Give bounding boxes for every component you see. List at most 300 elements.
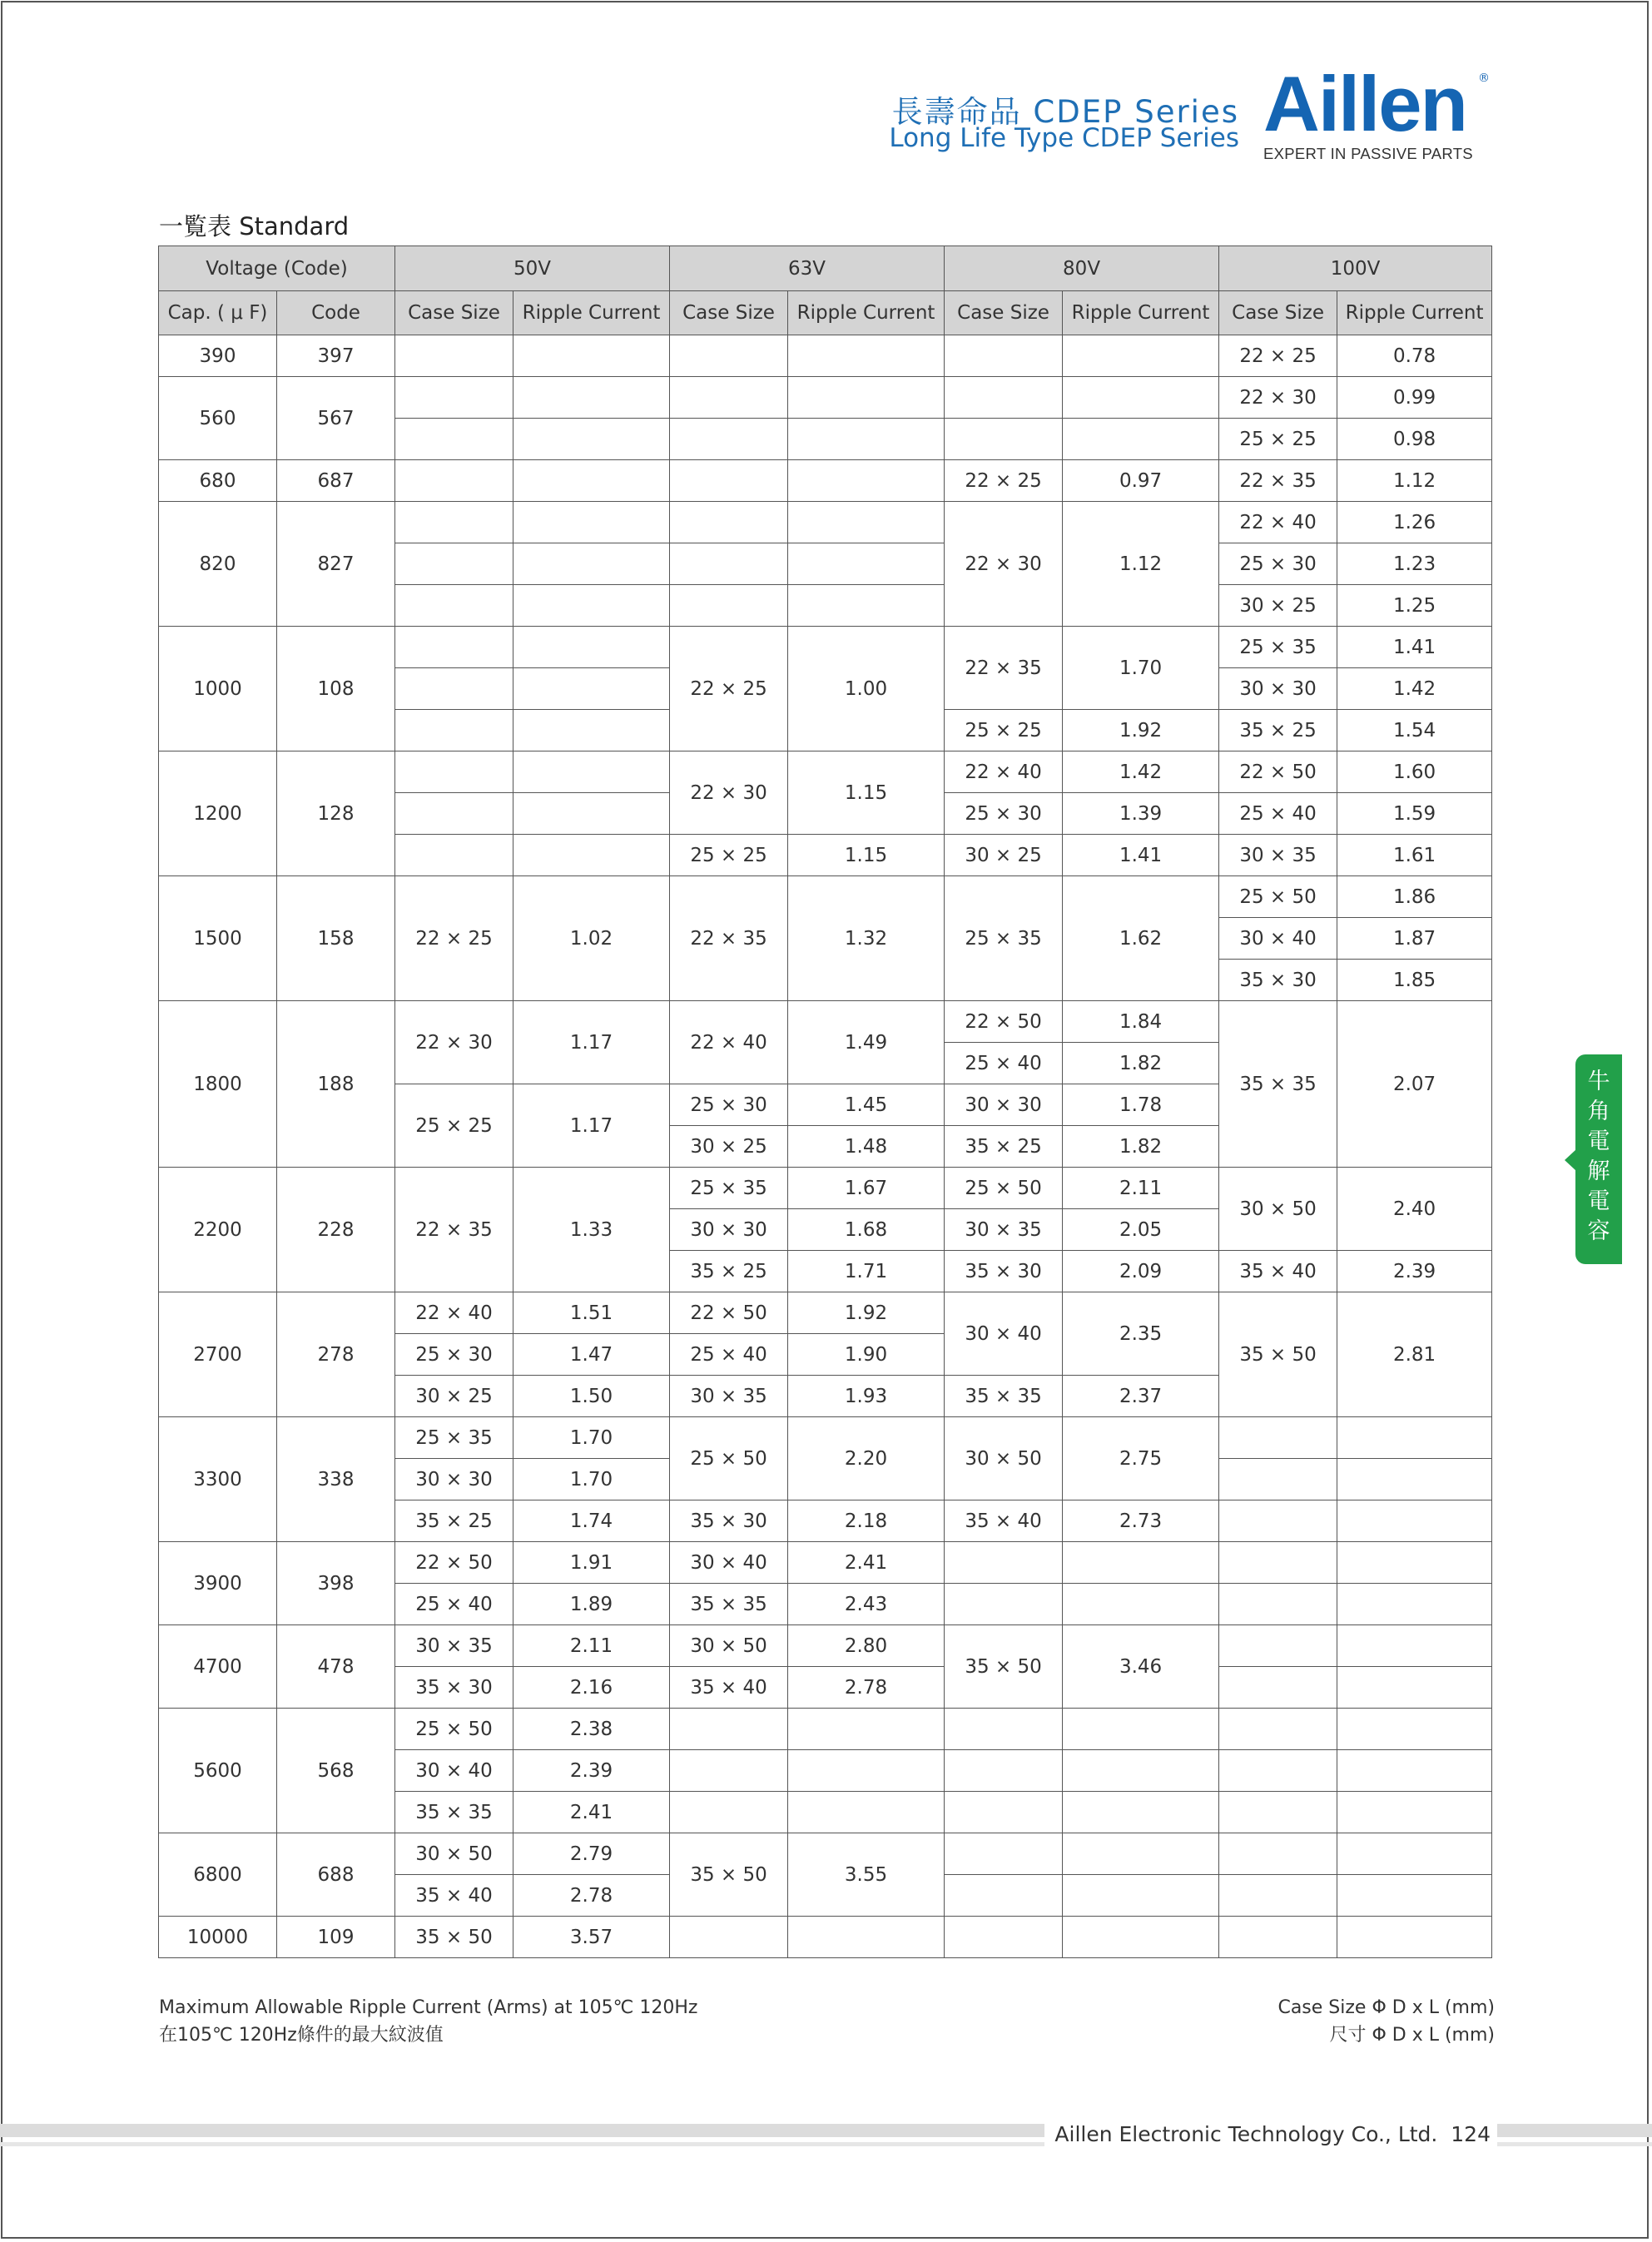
ripple-current-header: Ripple Current <box>788 291 945 335</box>
code-cell: 688 <box>277 1833 395 1917</box>
capacitance-cell: 1800 <box>159 1001 277 1168</box>
case-size-cell <box>395 419 513 460</box>
ripple-current-cell <box>513 710 670 751</box>
ripple-current-cell <box>788 377 945 419</box>
case-size-cell: 35 × 40 <box>395 1875 513 1917</box>
ripple-current-cell: 1.68 <box>788 1209 945 1251</box>
ripple-current-cell: 1.49 <box>788 1001 945 1084</box>
case-size-unit-english: Case Size Φ D x L (mm) <box>1277 1997 1495 2018</box>
ripple-current-cell <box>788 585 945 627</box>
cap-header: Cap. ( μ F) <box>159 291 277 335</box>
ripple-current-cell: 1.45 <box>788 1084 945 1126</box>
case-size-cell <box>670 502 788 543</box>
ripple-current-cell <box>788 502 945 543</box>
table-row <box>159 876 1492 918</box>
ripple-current-cell <box>513 627 670 668</box>
ripple-current-cell <box>513 460 670 502</box>
case-size-cell <box>670 1709 788 1750</box>
ripple-current-cell <box>1337 1625 1492 1667</box>
case-size-cell <box>395 668 513 710</box>
code-cell: 278 <box>277 1292 395 1417</box>
case-size-cell <box>670 335 788 377</box>
code-cell: 687 <box>277 460 395 502</box>
case-size-cell: 22 × 40 <box>945 751 1063 793</box>
capacitance-cell: 10000 <box>159 1917 277 1958</box>
category-side-tab-label: 牛 角 電 解 電 容 <box>1587 1069 1610 1244</box>
ripple-current-cell: 1.82 <box>1063 1126 1219 1168</box>
case-size-cell <box>945 1792 1063 1833</box>
case-size-cell: 30 × 40 <box>395 1750 513 1792</box>
case-size-cell: 35 × 50 <box>670 1833 788 1917</box>
case-size-cell: 22 × 30 <box>395 1001 513 1084</box>
case-size-cell: 35 × 30 <box>945 1251 1063 1292</box>
ripple-current-cell <box>1337 1792 1492 1833</box>
capacitance-cell: 5600 <box>159 1709 277 1833</box>
voltage-100v-header: 100V <box>1219 246 1492 291</box>
ripple-current-cell: 0.99 <box>1337 377 1492 419</box>
case-size-cell: 22 × 40 <box>670 1001 788 1084</box>
case-size-cell <box>945 1542 1063 1584</box>
ripple-current-cell: 3.55 <box>788 1833 945 1917</box>
ripple-current-cell: 2.18 <box>788 1500 945 1542</box>
case-size-cell <box>395 543 513 585</box>
ripple-current-cell: 2.73 <box>1063 1500 1219 1542</box>
ripple-current-cell <box>513 751 670 793</box>
ripple-current-cell: 1.59 <box>1337 793 1492 835</box>
case-size-header: Case Size <box>1219 291 1337 335</box>
case-size-cell: 30 × 25 <box>1219 585 1337 627</box>
ripple-current-cell: 1.33 <box>513 1168 670 1292</box>
capacitance-cell: 820 <box>159 502 277 627</box>
spec-table-body <box>159 335 1492 1958</box>
case-size-cell: 30 × 40 <box>945 1292 1063 1376</box>
ripple-current-cell <box>513 377 670 419</box>
table-row <box>159 627 1492 668</box>
table-row <box>159 1709 1492 1750</box>
ripple-current-cell <box>1063 1542 1219 1584</box>
ripple-current-cell: 1.82 <box>1063 1043 1219 1084</box>
ripple-current-cell: 1.91 <box>513 1542 670 1584</box>
case-size-cell: 22 × 25 <box>945 460 1063 502</box>
ripple-current-cell: 1.23 <box>1337 543 1492 585</box>
capacitance-cell: 390 <box>159 335 277 377</box>
case-size-cell <box>1219 1584 1337 1625</box>
case-size-cell: 35 × 35 <box>670 1584 788 1625</box>
case-size-cell <box>945 1875 1063 1917</box>
table-row <box>159 1625 1492 1667</box>
ripple-current-cell <box>788 1750 945 1792</box>
case-size-cell <box>945 1709 1063 1750</box>
ripple-current-cell: 2.38 <box>513 1709 670 1750</box>
ripple-current-cell <box>513 668 670 710</box>
case-size-cell <box>1219 1750 1337 1792</box>
case-size-cell: 30 × 35 <box>395 1625 513 1667</box>
case-size-cell: 22 × 30 <box>1219 377 1337 419</box>
ripple-current-cell <box>1337 1833 1492 1875</box>
ripple-note-english: Maximum Allowable Ripple Current (Arms) at 105℃ 120Hz <box>159 1997 698 2018</box>
ripple-current-cell: 0.97 <box>1063 460 1219 502</box>
case-size-cell: 30 × 40 <box>670 1542 788 1584</box>
case-size-cell: 25 × 35 <box>670 1168 788 1209</box>
case-size-cell: 22 × 35 <box>1219 460 1337 502</box>
ripple-current-cell: 2.07 <box>1337 1001 1492 1168</box>
ripple-current-cell: 1.87 <box>1337 918 1492 960</box>
case-size-cell: 35 × 25 <box>1219 710 1337 751</box>
ripple-current-cell: 1.02 <box>513 876 670 1001</box>
ripple-current-cell: 2.16 <box>513 1667 670 1709</box>
case-size-cell <box>1219 1625 1337 1667</box>
case-size-cell: 30 × 35 <box>1219 835 1337 876</box>
ripple-current-cell <box>1063 377 1219 419</box>
table-row <box>159 1917 1492 1958</box>
case-size-cell: 35 × 25 <box>670 1251 788 1292</box>
side-tab-pointer <box>1565 1149 1576 1171</box>
ripple-current-cell <box>513 543 670 585</box>
case-size-cell: 25 × 35 <box>1219 627 1337 668</box>
ripple-current-header: Ripple Current <box>1063 291 1219 335</box>
case-size-cell <box>395 793 513 835</box>
ripple-current-cell: 2.39 <box>513 1750 670 1792</box>
case-size-cell: 22 × 25 <box>1219 335 1337 377</box>
table-row <box>159 460 1492 502</box>
ripple-current-cell: 2.80 <box>788 1625 945 1667</box>
case-size-cell: 35 × 35 <box>1219 1001 1337 1168</box>
case-size-cell: 35 × 30 <box>670 1500 788 1542</box>
case-size-cell <box>1219 1417 1337 1459</box>
series-title-chinese: 長壽命品 CDEP Series <box>891 94 1239 130</box>
case-size-cell <box>670 1750 788 1792</box>
case-size-cell: 22 × 35 <box>395 1168 513 1292</box>
ripple-current-cell: 1.00 <box>788 627 945 751</box>
voltage-code-header: Voltage (Code) <box>159 246 395 291</box>
capacitance-cell: 1000 <box>159 627 277 751</box>
case-size-cell: 25 × 50 <box>945 1168 1063 1209</box>
case-size-cell: 35 × 40 <box>945 1500 1063 1542</box>
ripple-current-cell <box>1337 1875 1492 1917</box>
ripple-current-cell <box>788 335 945 377</box>
ripple-current-cell: 1.42 <box>1063 751 1219 793</box>
ripple-current-cell: 1.89 <box>513 1584 670 1625</box>
case-size-cell <box>945 1917 1063 1958</box>
ripple-current-cell <box>1337 1417 1492 1459</box>
table-row <box>159 1168 1492 1209</box>
case-size-cell <box>1219 1667 1337 1709</box>
case-size-cell: 30 × 35 <box>945 1209 1063 1251</box>
case-size-cell: 25 × 25 <box>945 710 1063 751</box>
case-size-cell: 22 × 50 <box>395 1542 513 1584</box>
ripple-current-header: Ripple Current <box>513 291 670 335</box>
ripple-current-cell <box>1337 1500 1492 1542</box>
case-size-cell <box>945 377 1063 419</box>
case-size-cell: 30 × 50 <box>945 1417 1063 1500</box>
case-size-cell <box>945 1833 1063 1875</box>
case-size-cell <box>670 585 788 627</box>
case-size-cell <box>1219 1500 1337 1542</box>
capacitance-cell: 3900 <box>159 1542 277 1625</box>
ripple-current-cell <box>513 835 670 876</box>
capacitance-cell: 2700 <box>159 1292 277 1417</box>
case-size-cell <box>670 543 788 585</box>
ripple-current-cell: 1.62 <box>1063 876 1219 1001</box>
case-size-cell: 25 × 50 <box>1219 876 1337 918</box>
ripple-current-cell: 1.41 <box>1063 835 1219 876</box>
table-row <box>159 1292 1492 1334</box>
ripple-current-cell: 1.25 <box>1337 585 1492 627</box>
ripple-current-cell: 1.70 <box>513 1417 670 1459</box>
code-cell: 398 <box>277 1542 395 1625</box>
ripple-current-cell: 0.78 <box>1337 335 1492 377</box>
voltage-80v-header: 80V <box>945 246 1219 291</box>
case-size-cell <box>670 1792 788 1833</box>
ripple-current-cell: 0.98 <box>1337 419 1492 460</box>
ripple-current-cell <box>1337 1750 1492 1792</box>
case-size-cell: 30 × 30 <box>1219 668 1337 710</box>
case-size-cell: 25 × 40 <box>945 1043 1063 1084</box>
capacitance-cell: 6800 <box>159 1833 277 1917</box>
code-cell: 228 <box>277 1168 395 1292</box>
logo-tagline: EXPERT IN PASSIVE PARTS <box>1263 145 1473 162</box>
ripple-current-cell <box>788 1709 945 1750</box>
case-size-cell: 22 × 25 <box>395 876 513 1001</box>
ripple-current-cell <box>1337 1542 1492 1584</box>
code-cell: 109 <box>277 1917 395 1958</box>
ripple-current-cell: 1.32 <box>788 876 945 1001</box>
ripple-note-chinese: 在105℃ 120Hz條件的最大紋波值 <box>159 2025 444 2046</box>
column-header-row <box>159 291 1492 335</box>
company-name: Aillen Electronic Technology Co., Ltd. <box>1054 2122 1438 2146</box>
case-size-cell: 22 × 30 <box>945 502 1063 627</box>
code-header: Code <box>277 291 395 335</box>
case-size-cell <box>395 585 513 627</box>
ripple-current-cell: 2.43 <box>788 1584 945 1625</box>
case-size-cell: 35 × 40 <box>670 1667 788 1709</box>
code-cell: 108 <box>277 627 395 751</box>
case-size-cell <box>945 419 1063 460</box>
capacitance-cell: 2200 <box>159 1168 277 1292</box>
ripple-current-cell: 2.81 <box>1337 1292 1492 1417</box>
ripple-current-cell: 1.78 <box>1063 1084 1219 1126</box>
case-size-cell: 35 × 35 <box>395 1792 513 1833</box>
case-size-cell: 30 × 50 <box>1219 1168 1337 1251</box>
ripple-current-cell: 1.92 <box>788 1292 945 1334</box>
case-size-cell <box>945 1584 1063 1625</box>
ripple-current-cell: 2.40 <box>1337 1168 1492 1251</box>
case-size-cell <box>395 751 513 793</box>
ripple-current-cell <box>1337 1709 1492 1750</box>
case-size-cell: 22 × 50 <box>670 1292 788 1334</box>
series-title-english: Long Life Type CDEP Series <box>889 123 1239 153</box>
ripple-current-cell: 1.84 <box>1063 1001 1219 1043</box>
code-cell: 567 <box>277 377 395 460</box>
ripple-current-cell: 1.70 <box>1063 627 1219 710</box>
ripple-current-cell <box>513 419 670 460</box>
voltage-50v-header: 50V <box>395 246 670 291</box>
ripple-current-cell <box>1063 419 1219 460</box>
case-size-cell: 25 × 40 <box>670 1334 788 1376</box>
voltage-header-row <box>159 246 1492 291</box>
case-size-cell: 25 × 40 <box>395 1584 513 1625</box>
ripple-current-cell: 2.79 <box>513 1833 670 1875</box>
ripple-current-cell <box>788 460 945 502</box>
case-size-cell: 25 × 40 <box>1219 793 1337 835</box>
case-size-cell: 35 × 30 <box>395 1667 513 1709</box>
capacitance-cell: 1200 <box>159 751 277 876</box>
ripple-current-cell: 1.15 <box>788 835 945 876</box>
code-cell: 827 <box>277 502 395 627</box>
case-size-cell: 35 × 40 <box>1219 1251 1337 1292</box>
case-size-cell <box>1219 1917 1337 1958</box>
case-size-cell: 22 × 50 <box>1219 751 1337 793</box>
ripple-current-cell: 3.46 <box>1063 1625 1219 1709</box>
ripple-current-cell: 2.78 <box>513 1875 670 1917</box>
case-size-cell: 30 × 30 <box>670 1209 788 1251</box>
ripple-current-cell: 1.85 <box>1337 960 1492 1001</box>
ripple-current-cell: 1.60 <box>1337 751 1492 793</box>
case-size-unit-chinese: 尺寸 Φ D x L (mm) <box>1329 2025 1495 2046</box>
case-size-cell: 25 × 30 <box>1219 543 1337 585</box>
case-size-cell <box>1219 1875 1337 1917</box>
case-size-cell: 35 × 30 <box>1219 960 1337 1001</box>
case-size-cell: 35 × 50 <box>395 1917 513 1958</box>
ripple-current-cell: 2.05 <box>1063 1209 1219 1251</box>
case-size-cell: 22 × 40 <box>1219 502 1337 543</box>
case-size-cell: 22 × 35 <box>945 627 1063 710</box>
case-size-cell: 22 × 40 <box>395 1292 513 1334</box>
case-size-cell: 30 × 40 <box>1219 918 1337 960</box>
case-size-cell <box>395 627 513 668</box>
case-size-cell: 22 × 50 <box>945 1001 1063 1043</box>
ripple-current-cell: 2.20 <box>788 1417 945 1500</box>
ripple-current-cell: 1.47 <box>513 1334 670 1376</box>
case-size-cell: 35 × 25 <box>395 1500 513 1542</box>
ripple-current-cell <box>788 1917 945 1958</box>
ripple-current-header: Ripple Current <box>1337 291 1492 335</box>
capacitance-cell: 560 <box>159 377 277 460</box>
case-size-cell <box>670 460 788 502</box>
table-row <box>159 502 1492 543</box>
registered-mark: ® <box>1478 72 1490 85</box>
case-size-cell: 30 × 30 <box>395 1459 513 1500</box>
ripple-current-cell: 1.90 <box>788 1334 945 1376</box>
code-cell: 397 <box>277 335 395 377</box>
ripple-current-cell: 2.11 <box>513 1625 670 1667</box>
ripple-current-cell <box>513 585 670 627</box>
brand-logo <box>1263 60 1490 163</box>
case-size-cell: 25 × 50 <box>670 1417 788 1500</box>
case-size-cell: 30 × 25 <box>395 1376 513 1417</box>
case-size-header: Case Size <box>670 291 788 335</box>
ripple-current-cell: 2.09 <box>1063 1251 1219 1292</box>
ripple-current-cell: 1.54 <box>1337 710 1492 751</box>
code-cell: 188 <box>277 1001 395 1168</box>
ripple-current-cell <box>1063 1584 1219 1625</box>
case-size-cell <box>395 502 513 543</box>
ripple-current-cell: 1.70 <box>513 1459 670 1500</box>
case-size-cell <box>945 1750 1063 1792</box>
ripple-current-cell <box>788 543 945 585</box>
voltage-63v-header: 63V <box>670 246 945 291</box>
ripple-current-cell: 1.86 <box>1337 876 1492 918</box>
case-size-cell: 35 × 50 <box>1219 1292 1337 1417</box>
case-size-cell: 25 × 25 <box>1219 419 1337 460</box>
ripple-current-cell: 1.51 <box>513 1292 670 1334</box>
ripple-current-cell: 1.39 <box>1063 793 1219 835</box>
ripple-current-cell <box>788 1792 945 1833</box>
case-size-cell <box>670 419 788 460</box>
case-size-cell <box>395 710 513 751</box>
ripple-current-cell: 1.15 <box>788 751 945 835</box>
case-size-cell: 25 × 30 <box>945 793 1063 835</box>
ripple-current-cell: 3.57 <box>513 1917 670 1958</box>
case-size-cell: 30 × 50 <box>395 1833 513 1875</box>
ripple-current-cell: 1.41 <box>1337 627 1492 668</box>
case-size-cell: 30 × 50 <box>670 1625 788 1667</box>
case-size-header: Case Size <box>395 291 513 335</box>
ripple-current-cell: 2.78 <box>788 1667 945 1709</box>
ripple-current-cell: 2.35 <box>1063 1292 1219 1376</box>
ripple-current-cell: 2.37 <box>1063 1376 1219 1417</box>
ripple-current-cell: 1.12 <box>1337 460 1492 502</box>
ripple-current-cell: 2.39 <box>1337 1251 1492 1292</box>
case-size-cell <box>395 335 513 377</box>
ripple-current-cell <box>1063 1917 1219 1958</box>
case-size-cell <box>945 335 1063 377</box>
ripple-current-cell: 1.74 <box>513 1500 670 1542</box>
case-size-cell: 25 × 30 <box>395 1334 513 1376</box>
capacitance-cell: 4700 <box>159 1625 277 1709</box>
page-number: 124 <box>1451 2122 1491 2146</box>
table-row <box>159 335 1492 377</box>
ripple-current-cell <box>513 502 670 543</box>
ripple-current-cell: 1.50 <box>513 1376 670 1417</box>
ripple-current-cell: 2.11 <box>1063 1168 1219 1209</box>
case-size-cell: 35 × 35 <box>945 1376 1063 1417</box>
code-cell: 158 <box>277 876 395 1001</box>
case-size-cell: 35 × 50 <box>945 1625 1063 1709</box>
case-size-cell: 25 × 50 <box>395 1709 513 1750</box>
table-row <box>159 1833 1492 1875</box>
table-row <box>159 1001 1492 1043</box>
ripple-current-cell: 2.75 <box>1063 1417 1219 1500</box>
case-size-cell: 30 × 25 <box>945 835 1063 876</box>
ripple-current-cell: 1.61 <box>1337 835 1492 876</box>
code-cell: 568 <box>277 1709 395 1833</box>
case-size-cell: 22 × 35 <box>670 876 788 1001</box>
ripple-current-cell: 1.67 <box>788 1168 945 1209</box>
ripple-current-cell <box>1063 1875 1219 1917</box>
ripple-current-cell <box>1337 1459 1492 1500</box>
case-size-header: Case Size <box>945 291 1063 335</box>
ripple-current-cell <box>1337 1667 1492 1709</box>
case-size-cell <box>670 1917 788 1958</box>
ripple-current-cell: 1.93 <box>788 1376 945 1417</box>
ripple-current-cell: 1.92 <box>1063 710 1219 751</box>
ripple-current-cell <box>513 793 670 835</box>
ripple-current-cell: 1.48 <box>788 1126 945 1168</box>
case-size-cell <box>1219 1459 1337 1500</box>
case-size-cell: 22 × 30 <box>670 751 788 835</box>
case-size-cell: 30 × 35 <box>670 1376 788 1417</box>
table-row <box>159 377 1492 419</box>
ripple-current-cell <box>788 419 945 460</box>
ripple-current-cell: 1.71 <box>788 1251 945 1292</box>
case-size-cell <box>1219 1833 1337 1875</box>
table-row <box>159 1417 1492 1459</box>
capacitance-cell: 1500 <box>159 876 277 1001</box>
case-size-cell: 30 × 25 <box>670 1126 788 1168</box>
capacitance-cell: 680 <box>159 460 277 502</box>
ripple-current-cell: 2.41 <box>513 1792 670 1833</box>
